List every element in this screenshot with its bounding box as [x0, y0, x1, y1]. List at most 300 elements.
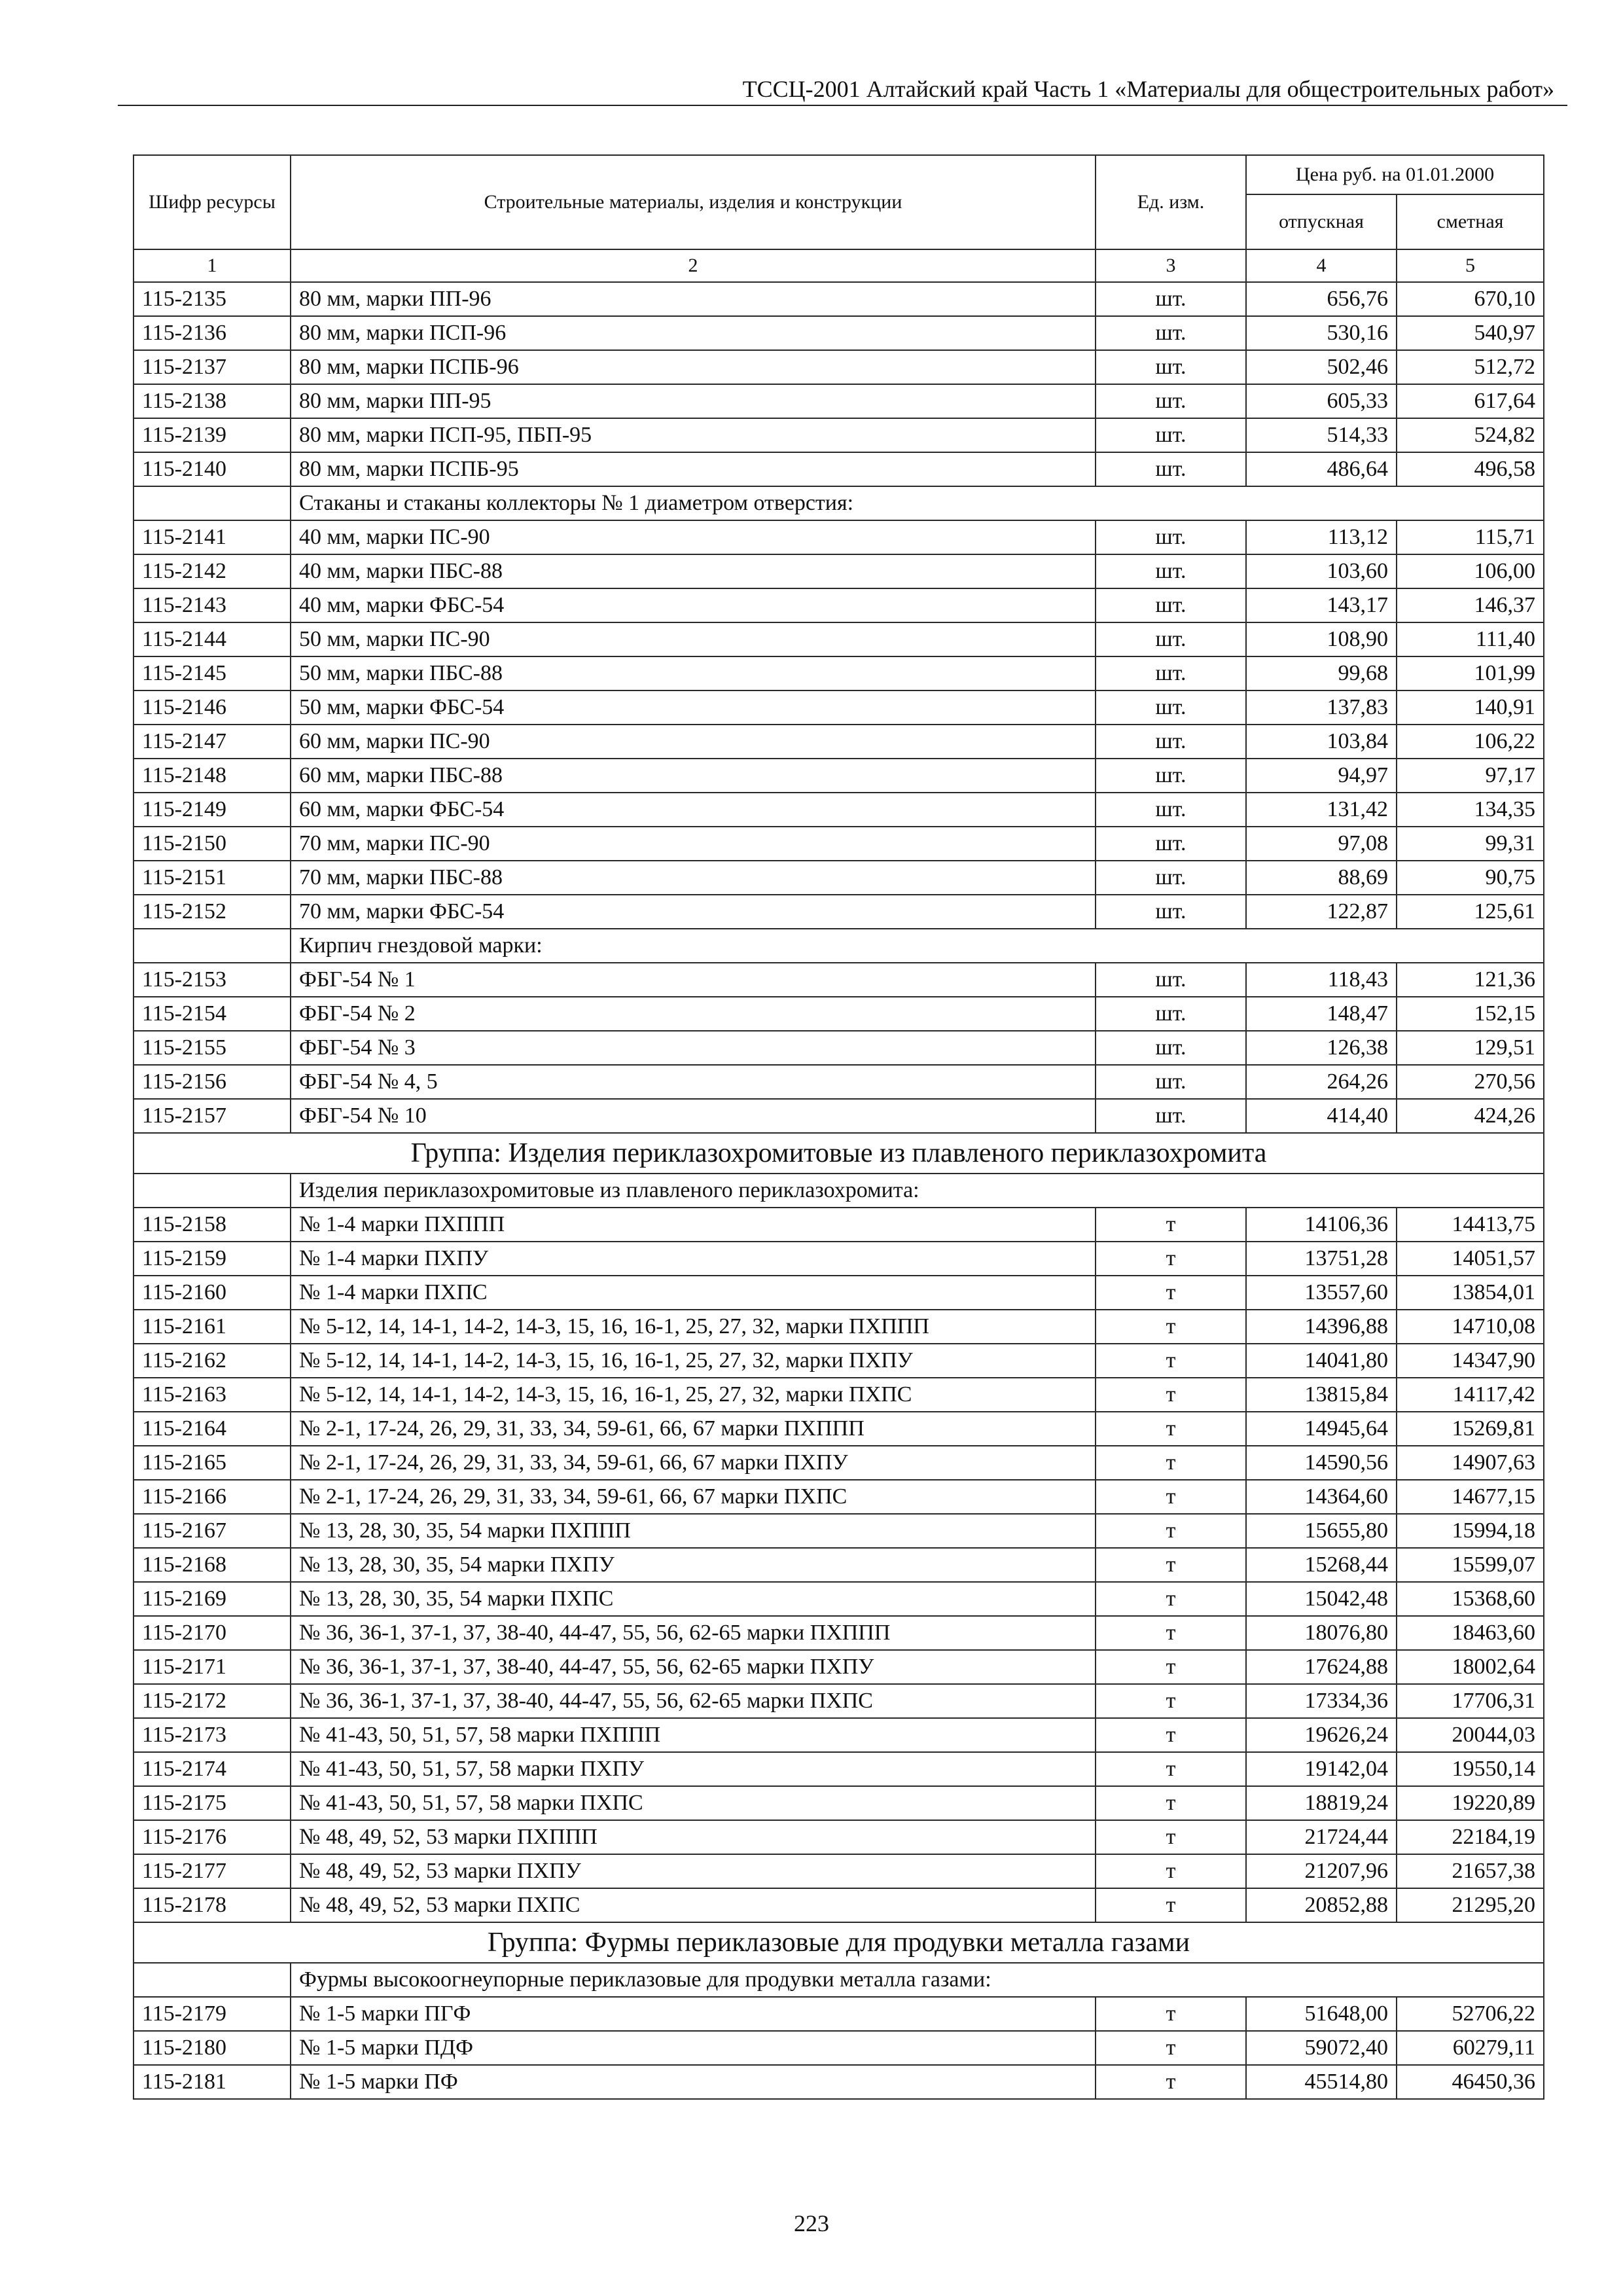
- table-row: [134, 1650, 1544, 1684]
- column-number: 3: [1096, 249, 1246, 282]
- subsection-row: [134, 929, 1544, 963]
- release-price: 21207,96: [1246, 1854, 1397, 1888]
- release-price: 94,97: [1246, 759, 1397, 793]
- resource-code: 115-2137: [134, 350, 291, 384]
- subsection-label: Изделия периклазохромитовые из плавленого периклазохромита:: [291, 1174, 1544, 1208]
- release-price: 13815,84: [1246, 1378, 1397, 1412]
- release-price: 97,08: [1246, 827, 1397, 861]
- subsection-row: [134, 486, 1544, 520]
- material-name: 60 мм, марки ПС-90: [291, 725, 1096, 759]
- unit-of-measure: шт.: [1096, 691, 1246, 725]
- unit-of-measure: т: [1096, 1276, 1246, 1310]
- unit-of-measure: т: [1096, 1718, 1246, 1752]
- unit-of-measure: т: [1096, 1997, 1246, 2031]
- unit-of-measure: т: [1096, 1548, 1246, 1582]
- unit-of-measure: шт.: [1096, 520, 1246, 554]
- material-name: № 1-4 марки ПХППП: [291, 1208, 1096, 1242]
- table-row: [134, 622, 1544, 656]
- release-price: 18076,80: [1246, 1616, 1397, 1650]
- material-name: 60 мм, марки ФБС-54: [291, 793, 1096, 827]
- material-name: 80 мм, марки ПСП-95, ПБП-95: [291, 418, 1096, 452]
- page-number: 223: [794, 2210, 829, 2236]
- table-row: [134, 861, 1544, 895]
- resource-code: 115-2151: [134, 861, 291, 895]
- material-name: 70 мм, марки ПС-90: [291, 827, 1096, 861]
- release-price: 51648,00: [1246, 1997, 1397, 2031]
- column-header-unit: Ед. изм.: [1096, 155, 1246, 249]
- estimate-price: 22184,19: [1397, 1820, 1544, 1854]
- table-row: [134, 1684, 1544, 1718]
- estimate-price: 99,31: [1397, 827, 1544, 861]
- group-title: Группа: Изделия периклазохромитовые из плавленого периклазохромита: [134, 1133, 1544, 1174]
- estimate-price: 129,51: [1397, 1031, 1544, 1065]
- material-name: № 36, 36-1, 37-1, 37, 38-40, 44-47, 55, 56, 62-65 марки ПХППП: [291, 1616, 1096, 1650]
- estimate-price: 512,72: [1397, 350, 1544, 384]
- release-price: 59072,40: [1246, 2031, 1397, 2065]
- table-row: [134, 1208, 1544, 1242]
- table-row: [134, 1514, 1544, 1548]
- resource-code: 115-2155: [134, 1031, 291, 1065]
- estimate-price: 670,10: [1397, 282, 1544, 316]
- table-row: [134, 1310, 1544, 1344]
- release-price: 14396,88: [1246, 1310, 1397, 1344]
- resource-code: 115-2141: [134, 520, 291, 554]
- material-name: № 1-5 марки ПДФ: [291, 2031, 1096, 2065]
- resource-code: 115-2168: [134, 1548, 291, 1582]
- material-name: 40 мм, марки ПС-90: [291, 520, 1096, 554]
- resource-code: 115-2179: [134, 1997, 291, 2031]
- material-name: № 36, 36-1, 37-1, 37, 38-40, 44-47, 55, 56, 62-65 марки ПХПУ: [291, 1650, 1096, 1684]
- unit-of-measure: т: [1096, 1752, 1246, 1786]
- material-name: ФБГ-54 № 3: [291, 1031, 1096, 1065]
- estimate-price: 19550,14: [1397, 1752, 1544, 1786]
- resource-code: 115-2142: [134, 554, 291, 588]
- unit-of-measure: шт.: [1096, 963, 1246, 997]
- subsection-label: Стаканы и стаканы коллекторы № 1 диаметром отверстия:: [291, 486, 1544, 520]
- column-header-price-group: Цена руб. на 01.01.2000: [1246, 155, 1544, 194]
- material-name: 80 мм, марки ПСП-96: [291, 316, 1096, 350]
- unit-of-measure: шт.: [1096, 350, 1246, 384]
- table-row: [134, 725, 1544, 759]
- estimate-price: 97,17: [1397, 759, 1544, 793]
- table-row: [134, 1820, 1544, 1854]
- release-price: 21724,44: [1246, 1820, 1397, 1854]
- release-price: 15042,48: [1246, 1582, 1397, 1616]
- estimate-price: 121,36: [1397, 963, 1544, 997]
- table-body: [134, 282, 1544, 2099]
- estimate-price: 15269,81: [1397, 1412, 1544, 1446]
- table-row: [134, 1888, 1544, 1922]
- release-price: 14364,60: [1246, 1480, 1397, 1514]
- unit-of-measure: шт.: [1096, 1065, 1246, 1099]
- table-row: [134, 1997, 1544, 2031]
- column-number: 5: [1397, 249, 1544, 282]
- table-row: [134, 895, 1544, 929]
- table-row: [134, 452, 1544, 486]
- unit-of-measure: шт.: [1096, 861, 1246, 895]
- resource-code: 115-2152: [134, 895, 291, 929]
- material-name: 50 мм, марки ПБС-88: [291, 656, 1096, 691]
- table-row: [134, 1718, 1544, 1752]
- material-name: 70 мм, марки ФБС-54: [291, 895, 1096, 929]
- release-price: 17334,36: [1246, 1684, 1397, 1718]
- material-name: 40 мм, марки ФБС-54: [291, 588, 1096, 622]
- unit-of-measure: шт.: [1096, 827, 1246, 861]
- estimate-price: 18463,60: [1397, 1616, 1544, 1650]
- release-price: 118,43: [1246, 963, 1397, 997]
- material-name: № 2-1, 17-24, 26, 29, 31, 33, 34, 59-61, 66, 67 марки ПХПУ: [291, 1446, 1096, 1480]
- release-price: 143,17: [1246, 588, 1397, 622]
- resource-code: 115-2156: [134, 1065, 291, 1099]
- resource-code: 115-2176: [134, 1820, 291, 1854]
- estimate-price: 617,64: [1397, 384, 1544, 418]
- resource-code: 115-2170: [134, 1616, 291, 1650]
- material-name: № 48, 49, 52, 53 марки ПХПУ: [291, 1854, 1096, 1888]
- estimate-price: 14907,63: [1397, 1446, 1544, 1480]
- material-name: ФБГ-54 № 10: [291, 1099, 1096, 1133]
- material-name: 50 мм, марки ФБС-54: [291, 691, 1096, 725]
- release-price: 486,64: [1246, 452, 1397, 486]
- material-name: № 13, 28, 30, 35, 54 марки ПХПС: [291, 1582, 1096, 1616]
- table-header-row: [134, 155, 1544, 194]
- estimate-price: 14677,15: [1397, 1480, 1544, 1514]
- unit-of-measure: шт.: [1096, 316, 1246, 350]
- estimate-price: 115,71: [1397, 520, 1544, 554]
- resource-code: 115-2136: [134, 316, 291, 350]
- group-title: Группа: Фурмы периклазовые для продувки металла газами: [134, 1922, 1544, 1963]
- resource-code: 115-2139: [134, 418, 291, 452]
- subsection-code-cell: [134, 929, 291, 963]
- resource-code: 115-2144: [134, 622, 291, 656]
- table-row: [134, 827, 1544, 861]
- release-price: 18819,24: [1246, 1786, 1397, 1820]
- estimate-price: 60279,11: [1397, 2031, 1544, 2065]
- material-name: № 41-43, 50, 51, 57, 58 марки ПХПУ: [291, 1752, 1096, 1786]
- release-price: 113,12: [1246, 520, 1397, 554]
- material-name: № 2-1, 17-24, 26, 29, 31, 33, 34, 59-61, 66, 67 марки ПХППП: [291, 1412, 1096, 1446]
- table-row: [134, 1480, 1544, 1514]
- release-price: 530,16: [1246, 316, 1397, 350]
- subsection-row: [134, 1174, 1544, 1208]
- release-price: 414,40: [1246, 1099, 1397, 1133]
- material-name: № 5-12, 14, 14-1, 14-2, 14-3, 15, 16, 16-1, 25, 27, 32, марки ПХППП: [291, 1310, 1096, 1344]
- material-name: № 1-4 марки ПХПУ: [291, 1242, 1096, 1276]
- estimate-price: 15994,18: [1397, 1514, 1544, 1548]
- table-row: [134, 1548, 1544, 1582]
- table-row: [134, 350, 1544, 384]
- unit-of-measure: т: [1096, 1378, 1246, 1412]
- resource-code: 115-2175: [134, 1786, 291, 1820]
- resource-code: 115-2165: [134, 1446, 291, 1480]
- unit-of-measure: т: [1096, 1208, 1246, 1242]
- resource-code: 115-2180: [134, 2031, 291, 2065]
- unit-of-measure: т: [1096, 1582, 1246, 1616]
- estimate-price: 125,61: [1397, 895, 1544, 929]
- material-name: № 13, 28, 30, 35, 54 марки ПХПУ: [291, 1548, 1096, 1582]
- group-row: [134, 1133, 1544, 1174]
- resource-code: 115-2161: [134, 1310, 291, 1344]
- resource-code: 115-2157: [134, 1099, 291, 1133]
- unit-of-measure: т: [1096, 1412, 1246, 1446]
- table-row: [134, 1344, 1544, 1378]
- release-price: 126,38: [1246, 1031, 1397, 1065]
- unit-of-measure: шт.: [1096, 793, 1246, 827]
- table-row: [134, 691, 1544, 725]
- table-row: [134, 588, 1544, 622]
- unit-of-measure: шт.: [1096, 384, 1246, 418]
- subsection-code-cell: [134, 1963, 291, 1997]
- release-price: 137,83: [1246, 691, 1397, 725]
- release-price: 15655,80: [1246, 1514, 1397, 1548]
- table-row: [134, 1786, 1544, 1820]
- unit-of-measure: шт.: [1096, 725, 1246, 759]
- resource-code: 115-2174: [134, 1752, 291, 1786]
- material-name: 80 мм, марки ПСПБ-96: [291, 350, 1096, 384]
- unit-of-measure: т: [1096, 1684, 1246, 1718]
- material-name: 40 мм, марки ПБС-88: [291, 554, 1096, 588]
- release-price: 14106,36: [1246, 1208, 1397, 1242]
- resource-code: 115-2150: [134, 827, 291, 861]
- table-row: [134, 997, 1544, 1031]
- release-price: 19142,04: [1246, 1752, 1397, 1786]
- unit-of-measure: т: [1096, 1888, 1246, 1922]
- table-row: [134, 520, 1544, 554]
- resource-code: 115-2147: [134, 725, 291, 759]
- table-row: [134, 1412, 1544, 1446]
- release-price: 14041,80: [1246, 1344, 1397, 1378]
- column-header-name: Строительные материалы, изделия и конструкции: [291, 155, 1096, 249]
- subsection-row: [134, 1963, 1544, 1997]
- release-price: 99,68: [1246, 656, 1397, 691]
- resource-code: 115-2173: [134, 1718, 291, 1752]
- material-name: № 48, 49, 52, 53 марки ПХПС: [291, 1888, 1096, 1922]
- release-price: 14945,64: [1246, 1412, 1397, 1446]
- resource-code: 115-2159: [134, 1242, 291, 1276]
- resource-code: 115-2169: [134, 1582, 291, 1616]
- release-price: 45514,80: [1246, 2065, 1397, 2099]
- resource-code: 115-2172: [134, 1684, 291, 1718]
- table-row: [134, 1616, 1544, 1650]
- material-name: № 5-12, 14, 14-1, 14-2, 14-3, 15, 16, 16-1, 25, 27, 32, марки ПХПС: [291, 1378, 1096, 1412]
- estimate-price: 106,22: [1397, 725, 1544, 759]
- resource-code: 115-2163: [134, 1378, 291, 1412]
- table-row: [134, 656, 1544, 691]
- table-row: [134, 1099, 1544, 1133]
- release-price: 14590,56: [1246, 1446, 1397, 1480]
- subsection-label: Кирпич гнездовой марки:: [291, 929, 1544, 963]
- estimate-price: 20044,03: [1397, 1718, 1544, 1752]
- estimate-price: 14710,08: [1397, 1310, 1544, 1344]
- unit-of-measure: т: [1096, 1480, 1246, 1514]
- material-name: № 41-43, 50, 51, 57, 58 марки ПХППП: [291, 1718, 1096, 1752]
- column-header-code: Шифр ресурсы: [134, 155, 291, 249]
- estimate-price: 52706,22: [1397, 1997, 1544, 2031]
- resource-code: 115-2138: [134, 384, 291, 418]
- price-table: [133, 154, 1544, 2100]
- release-price: 605,33: [1246, 384, 1397, 418]
- estimate-price: 13854,01: [1397, 1276, 1544, 1310]
- material-name: № 48, 49, 52, 53 марки ПХППП: [291, 1820, 1096, 1854]
- estimate-price: 524,82: [1397, 418, 1544, 452]
- material-name: 80 мм, марки ПП-95: [291, 384, 1096, 418]
- group-row: [134, 1922, 1544, 1963]
- unit-of-measure: т: [1096, 1446, 1246, 1480]
- resource-code: 115-2140: [134, 452, 291, 486]
- estimate-price: 14117,42: [1397, 1378, 1544, 1412]
- resource-code: 115-2166: [134, 1480, 291, 1514]
- resource-code: 115-2149: [134, 793, 291, 827]
- table-row: [134, 1446, 1544, 1480]
- estimate-price: 111,40: [1397, 622, 1544, 656]
- release-price: 131,42: [1246, 793, 1397, 827]
- unit-of-measure: т: [1096, 2065, 1246, 2099]
- estimate-price: 101,99: [1397, 656, 1544, 691]
- resource-code: 115-2167: [134, 1514, 291, 1548]
- release-price: 20852,88: [1246, 1888, 1397, 1922]
- unit-of-measure: шт.: [1096, 759, 1246, 793]
- unit-of-measure: т: [1096, 1310, 1246, 1344]
- unit-of-measure: т: [1096, 1820, 1246, 1854]
- material-name: № 1-5 марки ПГФ: [291, 1997, 1096, 2031]
- estimate-price: 46450,36: [1397, 2065, 1544, 2099]
- resource-code: 115-2135: [134, 282, 291, 316]
- unit-of-measure: шт.: [1096, 1031, 1246, 1065]
- table-row: [134, 1031, 1544, 1065]
- unit-of-measure: т: [1096, 1514, 1246, 1548]
- table-row: [134, 316, 1544, 350]
- material-name: ФБГ-54 № 4, 5: [291, 1065, 1096, 1099]
- release-price: 103,84: [1246, 725, 1397, 759]
- release-price: 88,69: [1246, 861, 1397, 895]
- material-name: № 41-43, 50, 51, 57, 58 марки ПХПС: [291, 1786, 1096, 1820]
- material-name: № 1-5 марки ПФ: [291, 2065, 1096, 2099]
- release-price: 13557,60: [1246, 1276, 1397, 1310]
- estimate-price: 17706,31: [1397, 1684, 1544, 1718]
- resource-code: 115-2164: [134, 1412, 291, 1446]
- resource-code: 115-2181: [134, 2065, 291, 2099]
- unit-of-measure: шт.: [1096, 588, 1246, 622]
- resource-code: 115-2146: [134, 691, 291, 725]
- table-row: [134, 554, 1544, 588]
- column-number-row: [134, 249, 1544, 282]
- material-name: 80 мм, марки ПСПБ-95: [291, 452, 1096, 486]
- table-row: [134, 759, 1544, 793]
- unit-of-measure: т: [1096, 1650, 1246, 1684]
- estimate-price: 14347,90: [1397, 1344, 1544, 1378]
- material-name: № 5-12, 14, 14-1, 14-2, 14-3, 15, 16, 16-1, 25, 27, 32, марки ПХПУ: [291, 1344, 1096, 1378]
- release-price: 148,47: [1246, 997, 1397, 1031]
- unit-of-measure: шт.: [1096, 1099, 1246, 1133]
- material-name: № 1-4 марки ПХПС: [291, 1276, 1096, 1310]
- table-row: [134, 1854, 1544, 1888]
- material-name: ФБГ-54 № 2: [291, 997, 1096, 1031]
- resource-code: 115-2148: [134, 759, 291, 793]
- table-row: [134, 1276, 1544, 1310]
- resource-code: 115-2158: [134, 1208, 291, 1242]
- material-name: 80 мм, марки ПП-96: [291, 282, 1096, 316]
- resource-code: 115-2177: [134, 1854, 291, 1888]
- table-row: [134, 282, 1544, 316]
- unit-of-measure: т: [1096, 1616, 1246, 1650]
- estimate-price: 14413,75: [1397, 1208, 1544, 1242]
- resource-code: 115-2143: [134, 588, 291, 622]
- header-divider: [118, 105, 1567, 106]
- unit-of-measure: шт.: [1096, 282, 1246, 316]
- estimate-price: 21295,20: [1397, 1888, 1544, 1922]
- subsection-code-cell: [134, 486, 291, 520]
- release-price: 656,76: [1246, 282, 1397, 316]
- unit-of-measure: шт.: [1096, 622, 1246, 656]
- estimate-price: 21657,38: [1397, 1854, 1544, 1888]
- resource-code: 115-2178: [134, 1888, 291, 1922]
- estimate-price: 152,15: [1397, 997, 1544, 1031]
- material-name: ФБГ-54 № 1: [291, 963, 1096, 997]
- column-number: 2: [291, 249, 1096, 282]
- estimate-price: 14051,57: [1397, 1242, 1544, 1276]
- material-name: 70 мм, марки ПБС-88: [291, 861, 1096, 895]
- unit-of-measure: шт.: [1096, 418, 1246, 452]
- resource-code: 115-2145: [134, 656, 291, 691]
- resource-code: 115-2153: [134, 963, 291, 997]
- material-name: 60 мм, марки ПБС-88: [291, 759, 1096, 793]
- column-number: 4: [1246, 249, 1397, 282]
- estimate-price: 90,75: [1397, 861, 1544, 895]
- unit-of-measure: т: [1096, 2031, 1246, 2065]
- table-row: [134, 418, 1544, 452]
- table-row: [134, 2065, 1544, 2099]
- table-row: [134, 2031, 1544, 2065]
- release-price: 103,60: [1246, 554, 1397, 588]
- release-price: 19626,24: [1246, 1718, 1397, 1752]
- release-price: 13751,28: [1246, 1242, 1397, 1276]
- estimate-price: 540,97: [1397, 316, 1544, 350]
- estimate-price: 146,37: [1397, 588, 1544, 622]
- table-row: [134, 1242, 1544, 1276]
- release-price: 502,46: [1246, 350, 1397, 384]
- resource-code: 115-2162: [134, 1344, 291, 1378]
- table-row: [134, 1378, 1544, 1412]
- unit-of-measure: шт.: [1096, 656, 1246, 691]
- estimate-price: 106,00: [1397, 554, 1544, 588]
- subsection-label: Фурмы высокоогнеупорные периклазовые для продувки металла газами:: [291, 1963, 1544, 1997]
- estimate-price: 19220,89: [1397, 1786, 1544, 1820]
- running-header: ТССЦ-2001 Алтайский край Часть 1 «Материалы для общестроительных работ»: [742, 76, 1554, 102]
- table-row: [134, 384, 1544, 418]
- release-price: 17624,88: [1246, 1650, 1397, 1684]
- table-row: [134, 793, 1544, 827]
- material-name: 50 мм, марки ПС-90: [291, 622, 1096, 656]
- estimate-price: 496,58: [1397, 452, 1544, 486]
- release-price: 15268,44: [1246, 1548, 1397, 1582]
- estimate-price: 140,91: [1397, 691, 1544, 725]
- table-row: [134, 1582, 1544, 1616]
- unit-of-measure: шт.: [1096, 895, 1246, 929]
- estimate-price: 18002,64: [1397, 1650, 1544, 1684]
- unit-of-measure: шт.: [1096, 554, 1246, 588]
- unit-of-measure: т: [1096, 1854, 1246, 1888]
- estimate-price: 424,26: [1397, 1099, 1544, 1133]
- resource-code: 115-2154: [134, 997, 291, 1031]
- column-header-estimate-price: сметная: [1397, 194, 1544, 249]
- material-name: № 13, 28, 30, 35, 54 марки ПХППП: [291, 1514, 1096, 1548]
- estimate-price: 270,56: [1397, 1065, 1544, 1099]
- unit-of-measure: т: [1096, 1242, 1246, 1276]
- release-price: 108,90: [1246, 622, 1397, 656]
- material-name: № 36, 36-1, 37-1, 37, 38-40, 44-47, 55, 56, 62-65 марки ПХПС: [291, 1684, 1096, 1718]
- subsection-code-cell: [134, 1174, 291, 1208]
- estimate-price: 134,35: [1397, 793, 1544, 827]
- column-number: 1: [134, 249, 291, 282]
